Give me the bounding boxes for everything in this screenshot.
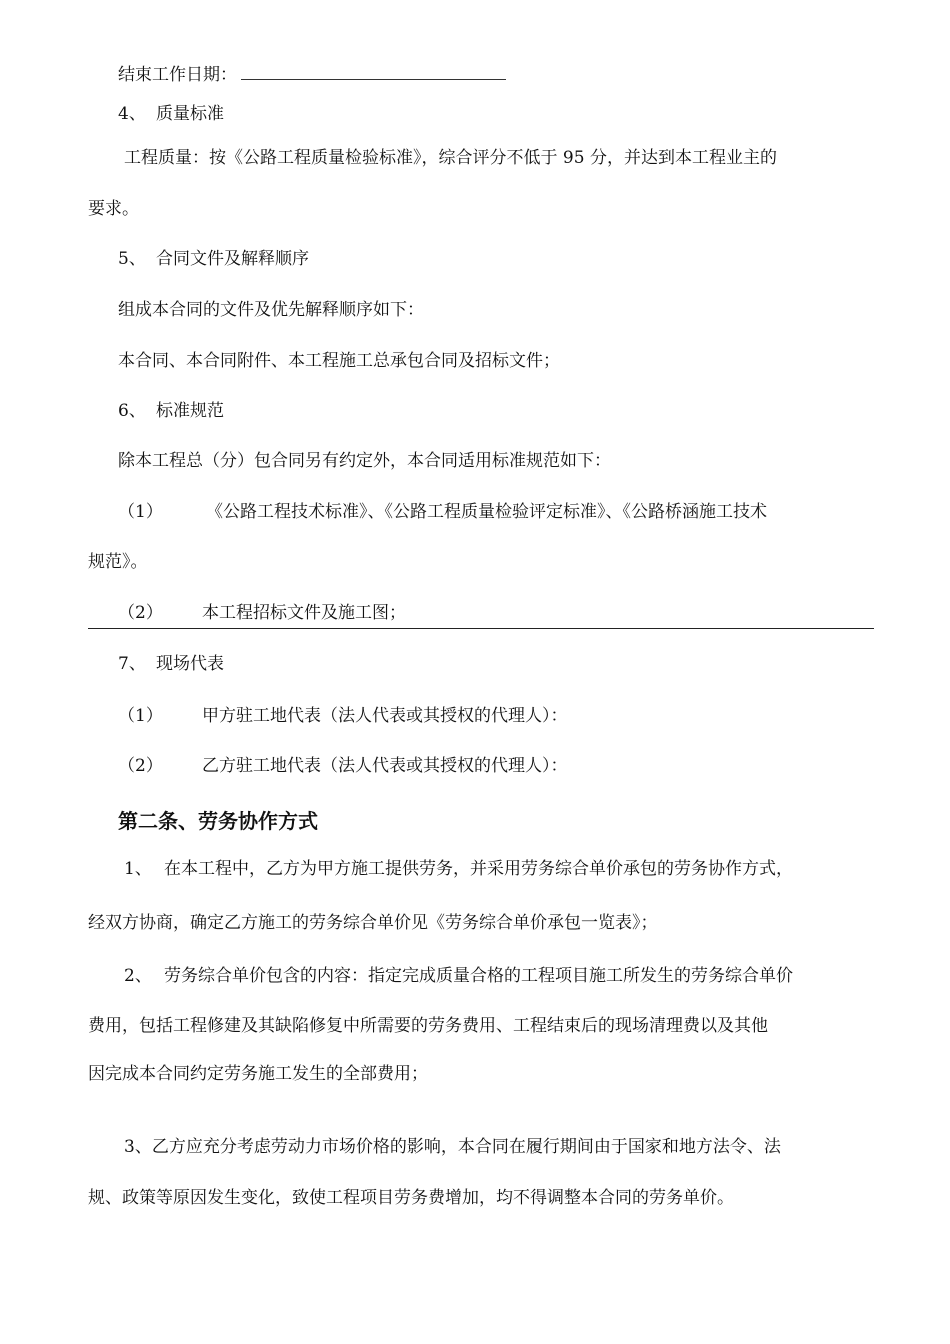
section-6-item-2-number: （2）: [118, 603, 163, 623]
section-6-number: 6、: [118, 401, 146, 421]
section-7-item-2-number: （2）: [118, 756, 163, 776]
article-2-item-1: [124, 857, 793, 881]
end-date-row: [118, 63, 506, 87]
section-7-item-1: [118, 704, 568, 728]
article-2-item-2: [124, 964, 793, 988]
article-2-title: 第二条、劳务协作方式: [118, 809, 318, 833]
section-4-number: 4、: [118, 104, 146, 124]
section-6-item-1-text: 《公路工程技术标准》、《公路工程质量检验评定标准》、《公路桥涵施工技术: [206, 502, 767, 522]
section-4-paragraph-line-1: 工程质量：按《公路工程质量检验标准》，综合评分不低于 95 分，并达到本工程业主的: [124, 148, 777, 168]
section-6-item-1: [118, 500, 767, 524]
section-6-item-2: [118, 601, 406, 625]
section-4-heading: [118, 102, 224, 126]
article-2-item-2-line-2: 费用，包括工程修建及其缺陷修复中所需要的劳务费用、工程结束后的现场清理费以及其他: [88, 1016, 768, 1036]
section-7-item-1-text: 甲方驻工地代表（法人代表或其授权的代理人）：: [202, 706, 568, 726]
article-2-item-3-continuation: 规、政策等原因发生变化，致使工程项目劳务费增加，均不得调整本合同的劳务单价。: [88, 1188, 734, 1208]
section-4-paragraph-line-2: 要求。: [88, 199, 139, 219]
section-5-title: 合同文件及解释顺序: [156, 249, 309, 269]
section-6-title: 标准规范: [156, 401, 224, 421]
article-2-item-1-text: 在本工程中，乙方为甲方施工提供劳务，并采用劳务综合单价承包的劳务协作方式，: [164, 859, 793, 879]
section-6-item-1-continuation: 规范》。: [88, 552, 148, 572]
section-5-heading: [118, 247, 309, 271]
section-7-heading: [118, 652, 224, 676]
section-6-paragraph-1: 除本工程总（分）包合同另有约定外，本合同适用标准规范如下：: [118, 451, 611, 471]
article-2-item-1-number: 1、: [124, 859, 152, 879]
section-7-item-2-text: 乙方驻工地代表（法人代表或其授权的代理人）：: [202, 756, 568, 776]
article-2-item-2-number: 2、: [124, 966, 152, 986]
section-6-item-1-number: （1）: [118, 502, 163, 522]
article-2-item-2-line-3: 因完成本合同约定劳务施工发生的全部费用；: [88, 1064, 428, 1084]
article-2-item-3: 3、乙方应充分考虑劳动力市场价格的影响，本合同在履行期间由于国家和地方法令、法: [124, 1137, 781, 1157]
horizontal-divider: [88, 628, 874, 629]
section-7-item-1-number: （1）: [118, 706, 163, 726]
section-6-item-2-text: 本工程招标文件及施工图；: [202, 603, 406, 623]
section-5-number: 5、: [118, 249, 146, 269]
section-5-paragraph-1: 组成本合同的文件及优先解释顺序如下：: [118, 300, 424, 320]
end-date-label: 结束工作日期：: [118, 65, 237, 85]
section-6-heading: [118, 399, 224, 423]
section-5-paragraph-2: 本合同、本合同附件、本工程施工总承包合同及招标文件；: [118, 351, 560, 371]
article-2-item-2-text: 劳务综合单价包含的内容：指定完成质量合格的工程项目施工所发生的劳务综合单价: [164, 966, 793, 986]
end-date-blank: [241, 63, 506, 80]
section-7-number: 7、: [118, 654, 146, 674]
section-7-item-2: [118, 754, 568, 778]
article-2-item-1-continuation: 经双方协商，确定乙方施工的劳务综合单价见《劳务综合单价承包一览表》；: [88, 913, 658, 933]
section-7-title: 现场代表: [156, 654, 224, 674]
section-4-title: 质量标准: [156, 104, 224, 124]
